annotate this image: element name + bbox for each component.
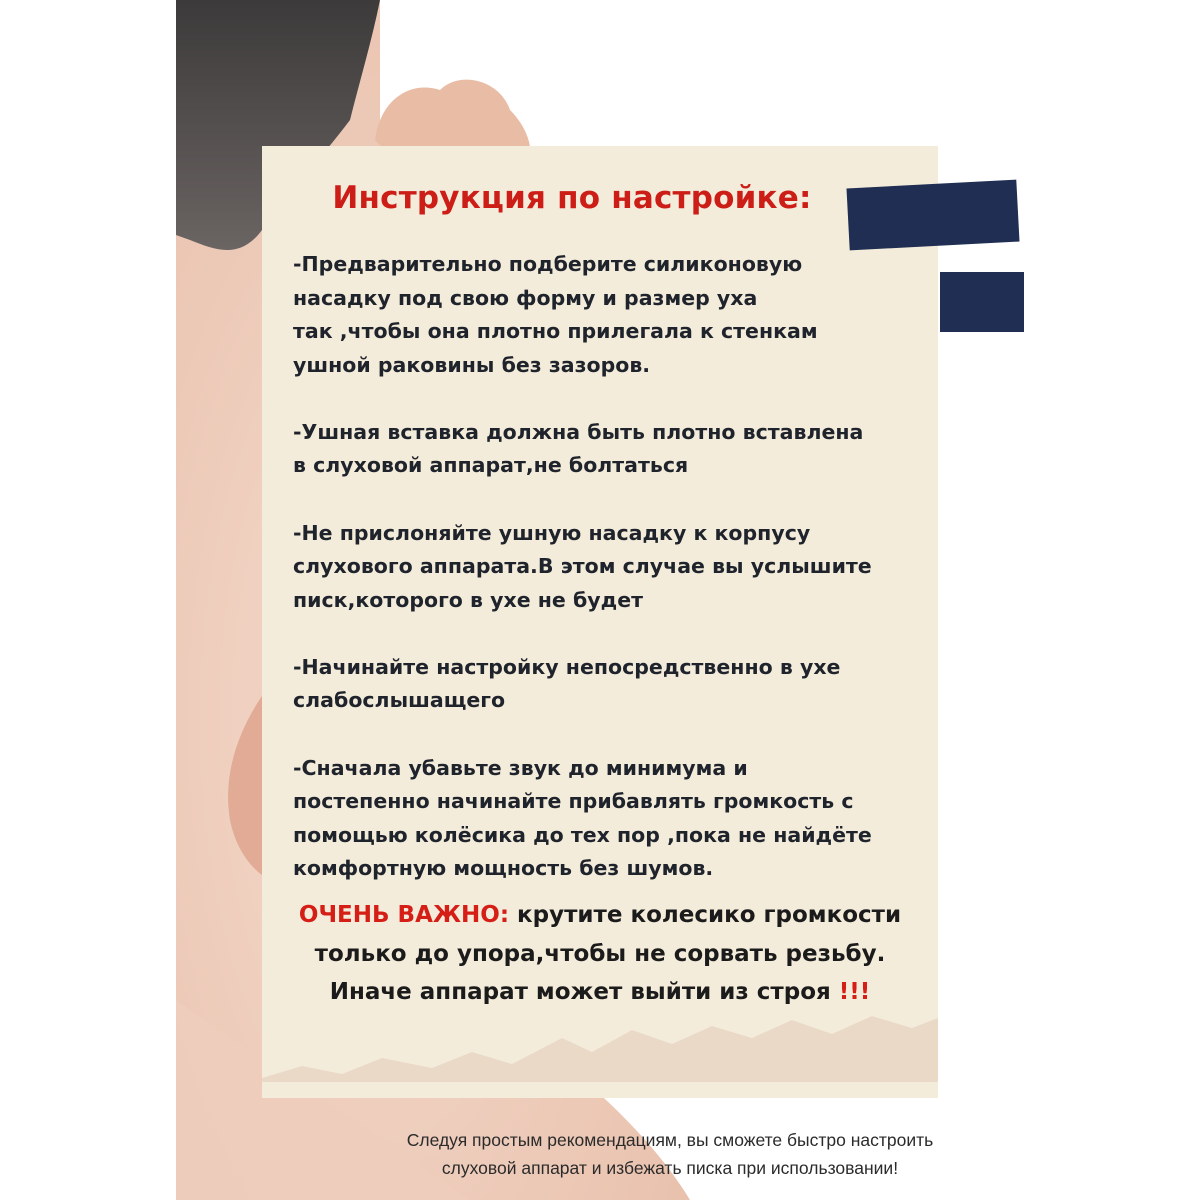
important-warning xyxy=(250,896,950,1012)
instruction-line: постепенно начинайте прибавлять громкость с xyxy=(293,789,854,814)
instruction-paragraph xyxy=(293,248,933,382)
warning-label: ОЧЕНЬ ВАЖНО: xyxy=(298,902,510,928)
instruction-line: комфортную мощность без шумов. xyxy=(293,856,714,881)
instruction-line: -Предварительно подберите силиконовую xyxy=(293,252,803,276)
instruction-line: в слуховой аппарат,не болтаться xyxy=(293,453,689,478)
warning-line: только до упора,чтобы не сорвать резьбу. xyxy=(314,940,886,967)
instruction-line: ушной раковины без зазоров. xyxy=(293,352,651,377)
decorative-navy-bar xyxy=(940,272,1024,332)
instruction-line: насадку под свою форму и размер уха xyxy=(293,285,758,310)
instruction-line: слабослышащего xyxy=(293,688,506,713)
caption-line: слуховой аппарат и избежать писка при использовании! xyxy=(441,1158,899,1178)
instruction-line: слухового аппарата.В этом случае вы услышите xyxy=(293,554,872,579)
instruction-title: Инструкция по настройке: xyxy=(332,180,812,216)
torn-paper-edge xyxy=(262,1008,938,1098)
warning-line xyxy=(250,896,950,935)
instruction-line: -Ушная вставка должна быть плотно вставлена xyxy=(293,419,864,444)
caption-line: Следуя простым рекомендациям, вы сможете быстро настроить xyxy=(406,1130,934,1150)
instruction-line: -Не прислоняйте ушную насадку к корпусу xyxy=(293,520,811,545)
warning-line xyxy=(250,973,950,1012)
instruction-line: -Начинайте настройку непосредственно в ухе xyxy=(293,654,841,679)
instruction-list xyxy=(293,248,933,919)
exclamation-marks: !!! xyxy=(838,979,871,1005)
instruction-line: так ,чтобы она плотно прилегала к стенкам xyxy=(293,319,818,344)
instruction-paragraph xyxy=(293,752,933,886)
instruction-paragraph xyxy=(293,651,933,718)
instruction-paragraph xyxy=(293,517,933,618)
footer-caption xyxy=(300,1126,1040,1182)
instruction-line: помощью колёсика до тех пор ,пока не найдёте xyxy=(293,822,872,847)
instruction-paragraph xyxy=(293,416,933,483)
warning-text: Иначе аппарат может выйти из строя xyxy=(329,979,839,1005)
instruction-line: писк,которого в ухе не будет xyxy=(293,587,643,612)
warning-text: крутите колесико громкости xyxy=(509,902,902,928)
instruction-line: -Сначала убавьте звук до минимума и xyxy=(293,755,748,780)
